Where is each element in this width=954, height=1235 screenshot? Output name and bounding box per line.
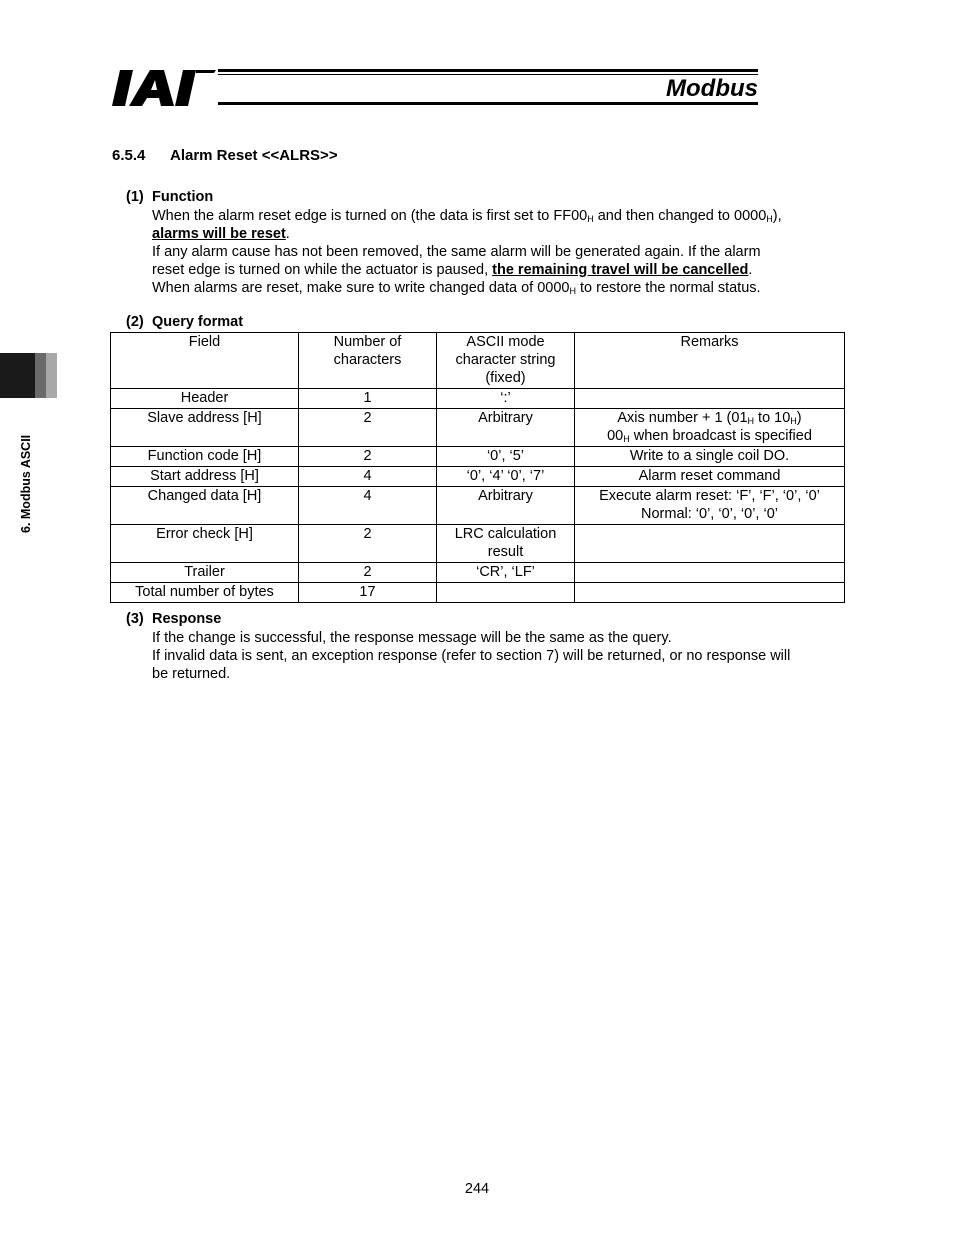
iai-logo — [112, 70, 216, 106]
table-row: Trailer 2 ‘CR’, ‘LF’ — [111, 563, 845, 583]
table-cell-remarks: Execute alarm reset: ‘F’, ‘F’, ‘0’, ‘0’ Normal: ‘0’, ‘0’, ‘0’, ‘0’ — [575, 487, 845, 525]
column-header: Number of characters — [299, 333, 437, 389]
query-heading: (2) Query format — [126, 314, 244, 330]
section-heading — [112, 147, 338, 164]
header-rule-top — [218, 69, 758, 72]
function-line-1: When the alarm reset edge is turned on (the data is first set to $FF00_H$ and then changed to $0000_H$), — [152, 208, 782, 224]
page-number: 244 — [464, 1181, 490, 1197]
function-heading: (1) Function — [126, 189, 214, 205]
table-cell-ascii: LRC calculation result — [437, 525, 575, 563]
response-heading: (3) Response — [126, 611, 222, 627]
function-text — [152, 207, 782, 297]
column-header: ASCII mode character string (fixed) — [437, 333, 575, 389]
table-row: Error check [H] 2 LRC calculation result — [111, 525, 845, 563]
table-row: Slave address [H] 2 Arbitrary Axis number + 1 ($01_H$ to $10_H$) $00_H$ when broadcast is specified — [111, 409, 845, 447]
table-row: Start address [H] 4 ‘0’, ‘4’ ‘0’, ‘7’ Alarm reset command — [111, 467, 845, 487]
section-title: Alarm Reset <<ALRS>> — [170, 147, 338, 164]
side-chapter-label: 6. Modbus ASCII — [19, 434, 33, 533]
side-tab-marker-light — [46, 353, 57, 398]
header-title: Modbus — [666, 75, 758, 102]
side-tab-marker — [0, 353, 35, 398]
table-header-row — [111, 333, 845, 389]
table-row: Function code [H] 2 ‘0’, ‘5’ Write to a single coil DO. — [111, 447, 845, 467]
table-row-total: Total number of bytes 17 — [111, 583, 845, 603]
section-number: 6.5.4 — [112, 147, 146, 164]
function-line-4: reset edge is turned on while the actuator is paused, the remaining travel will be cancelled. — [152, 262, 753, 278]
column-header: Remarks — [575, 333, 845, 389]
table-row: Changed data [H] 4 Arbitrary Execute alarm reset: ‘F’, ‘F’, ‘0’, ‘0’ Normal: ‘0’, ‘0’, ‘0’, ‘0’ — [111, 487, 845, 525]
function-line-2: alarms will be reset. — [152, 226, 290, 242]
function-line-5: When alarms are reset, make sure to write changed data of $0000_H$ to restore the normal status. — [152, 280, 761, 296]
function-line-3: If any alarm cause has not been removed, the same alarm will be generated again. If the alarm — [152, 244, 761, 260]
table-row: Header 1 ‘:’ — [111, 389, 845, 409]
response-line-2: If invalid data is sent, an exception response (refer to section 7) will be returned, or no response will — [152, 648, 791, 664]
response-text — [152, 629, 790, 683]
column-header: Field — [111, 333, 299, 389]
response-line-1: If the change is successful, the response message will be the same as the query. — [152, 630, 672, 646]
table-cell-remarks: Axis number + 1 ($01_H$ to $10_H$) $00_H$ when broadcast is specified — [575, 409, 845, 447]
response-line-3: be returned. — [152, 666, 231, 682]
side-tab-marker-mid — [35, 353, 46, 398]
query-format-table — [110, 332, 845, 603]
